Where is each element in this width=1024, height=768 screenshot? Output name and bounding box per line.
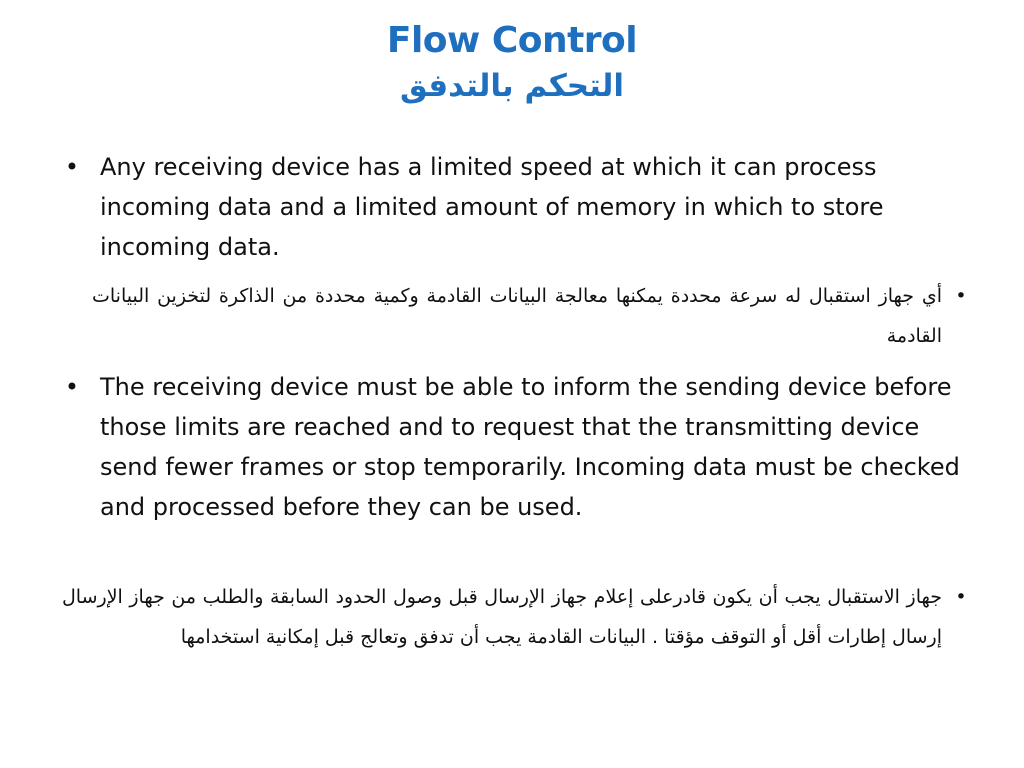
bullet-text: The receiving device must be able to inform the sending device before those limits are reached and to request that the transmitting device send fewer frames or stop temporarily. Incoming data must be checked and processed before they can be used. [100, 373, 960, 521]
bullet-dot-icon: • [64, 153, 80, 181]
title-english: Flow Control [386, 20, 638, 61]
bullet-item-arabic-1 [92, 276, 972, 356]
bullet-dot-icon: • [955, 285, 967, 307]
bullet-text: Any receiving device has a limited speed at which it can process incoming data and a limited amount of memory in which to store incoming data. [100, 153, 884, 261]
bullet-dot-icon: • [64, 373, 80, 401]
bullet-dot-icon: • [955, 586, 967, 608]
bullet-item-arabic-2 [62, 577, 972, 657]
slide-title [0, 18, 1024, 108]
title-arabic: التحكم بالتدفق [399, 68, 625, 104]
bullet-item-english-1 [60, 147, 970, 267]
bullet-text: جهاز الاستقبال يجب أن يكون قادرعلى إعلام جهاز الإرسال قبل وصول الحدود السابقة والطلب من جهاز الإرسال إرسال إطارات أقل أو التوقف مؤقتا . البيانات القادمة يجب أن تدفق وتعالج قبل إمكانية استخدامها [62, 586, 942, 648]
bullet-item-english-2 [60, 367, 970, 527]
bullet-text: أي جهاز استقبال له سرعة محددة يمكنها معالجة البيانات القادمة وكمية محددة من الذاكرة لتخزين البيانات القادمة [92, 285, 942, 347]
